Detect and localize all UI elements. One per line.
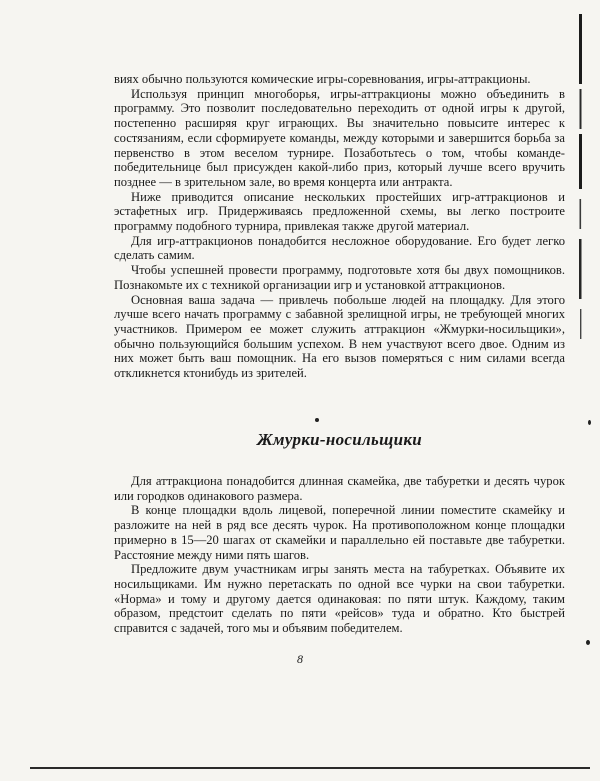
- paragraph-7: Для аттракциона понадобится длинная скамейка, две табуретки и десять чурок или городков одинакового размера.: [114, 474, 565, 503]
- paragraph-8: В конце площадки вдоль лицевой, поперечной линии поместите скамейку и разложите на ней в ряд все десять чурок. На противоположном конце площадки примерно в 15—20 шагах от скамейки и параллельно ей поставьте две табуретки. Расстояние между ними пять шагов.: [114, 503, 565, 562]
- ink-speck: [586, 640, 590, 645]
- paragraph-1: виях обычно пользуются комические игры-соревнования, игры-аттракционы.: [114, 72, 531, 86]
- paragraph-6: Основная ваша задача — привлечь побольше людей на площадку. Для этого лучше всего начать программу с забавной зрелищной игры, не требующей многих участников. Примером ее может служить аттракцион «Жмурки-носильщики», обычно пользующийся большим успехом. В нем участвуют всего двое. Одним из них может быть ваш помощник. На его вызов померяться с ним силами всегда откликнется ктонибудь из зрителей.: [114, 292, 565, 381]
- paragraph-9: Предложите двум участникам игры занять места на табуретках. Объявите их носильщиками. Им нужно перетаскать по одной все чурки на свои табуретки. «Норма» и тому и другому дается одинаковая: по пяти штук. Каждому, таким образом, предстоит сделать по пяти «рейсов» туда и обратно. Кто быстрей справится с задачей, того мы и объявим победителем.: [114, 562, 565, 636]
- paragraph-2: Используя принцип многоборья, игры-аттракционы можно объединить в программу. Это позволит последовательно переходить от одной игры к другой, постепенно расширяя круг играющих. Вы значительно повысите интерес к состязаниям, если сформируете команды, между которыми и завершится борьба за первенство в этом веселом турнире. Позаботьтесь о том, чтобы команде-победительнице был присужден какой-либо приз, который лучше всего вручить позднее — в зрительном зале, во время концерта или антракта.: [114, 86, 565, 189]
- scan-edge-right: [577, 14, 583, 344]
- paragraph-3: Ниже приводится описание нескольких простейших игр-аттракционов и эстафетных игр. Придерживаясь предложенной схемы, вы легко построите программу подобного турнира, привлекая также другой материал.: [114, 189, 565, 234]
- text-block-lower: [114, 474, 565, 636]
- text-block-upper: [114, 72, 565, 381]
- ink-speck: [315, 418, 319, 422]
- paragraph-5: Чтобы успешней провести программу, подготовьте хотя бы двух помощников. Познакомьте их с техникой организации игр и установкой аттракционов.: [114, 263, 565, 292]
- page-number: 8: [297, 652, 303, 666]
- paragraph-4: Для игр-аттракционов понадобится несложное оборудование. Его будет легко сделать самим.: [114, 233, 565, 263]
- scan-edge-right-mark: [577, 14, 583, 344]
- ink-speck: [588, 420, 591, 425]
- section-heading: Жмурки-носильщики: [256, 430, 423, 449]
- scan-edge-bottom: [30, 767, 590, 769]
